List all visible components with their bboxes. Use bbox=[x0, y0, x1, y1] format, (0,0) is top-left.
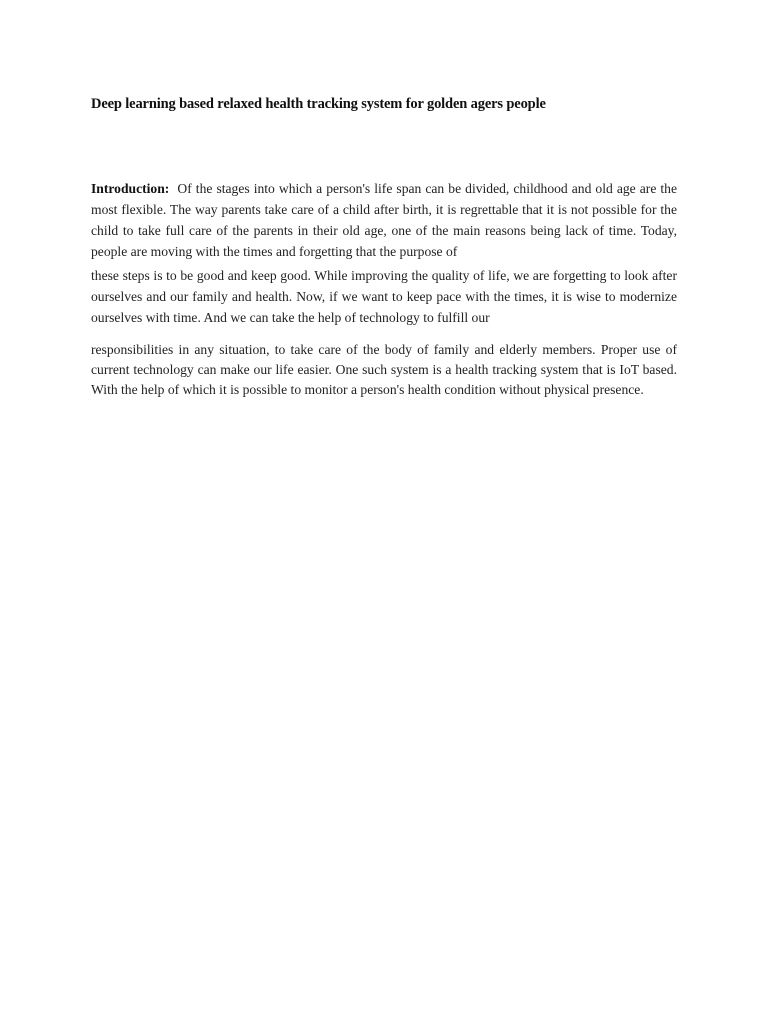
intro-text-1: Of the stages into which a person's life span can be divided, childhood and old age are the most flexible. The way parents take care of a child after birth, it is regrettable that it is not possible for the child to take full care of the parents in their old age, one of the main reasons being lack of time. Today, people are moving with the times and forgetting that the purpose of bbox=[91, 181, 677, 259]
intro-paragraph-3 bbox=[91, 340, 677, 400]
intro-text-2: these steps is to be good and keep good. While improving the quality of life, we are forgetting to look after ourselves and our family and health. Now, if we want to keep pace with the times, it is wise to modernize ourselves with time. And we can take the help of technology to fulfill our bbox=[91, 268, 677, 325]
intro-paragraph-2 bbox=[91, 265, 677, 328]
document-title: Deep learning based relaxed health tracking system for golden agers people bbox=[91, 96, 546, 112]
intro-paragraph-1 bbox=[91, 178, 677, 262]
intro-text-3: responsibilities in any situation, to take care of the body of family and elderly members. Proper use of current technology can make our life easier. One such system is a health tracking system that is IoT based. With the help of which it is possible to monitor a person's health condition without physical presence. bbox=[91, 342, 677, 397]
intro-heading: Introduction: bbox=[91, 181, 170, 196]
